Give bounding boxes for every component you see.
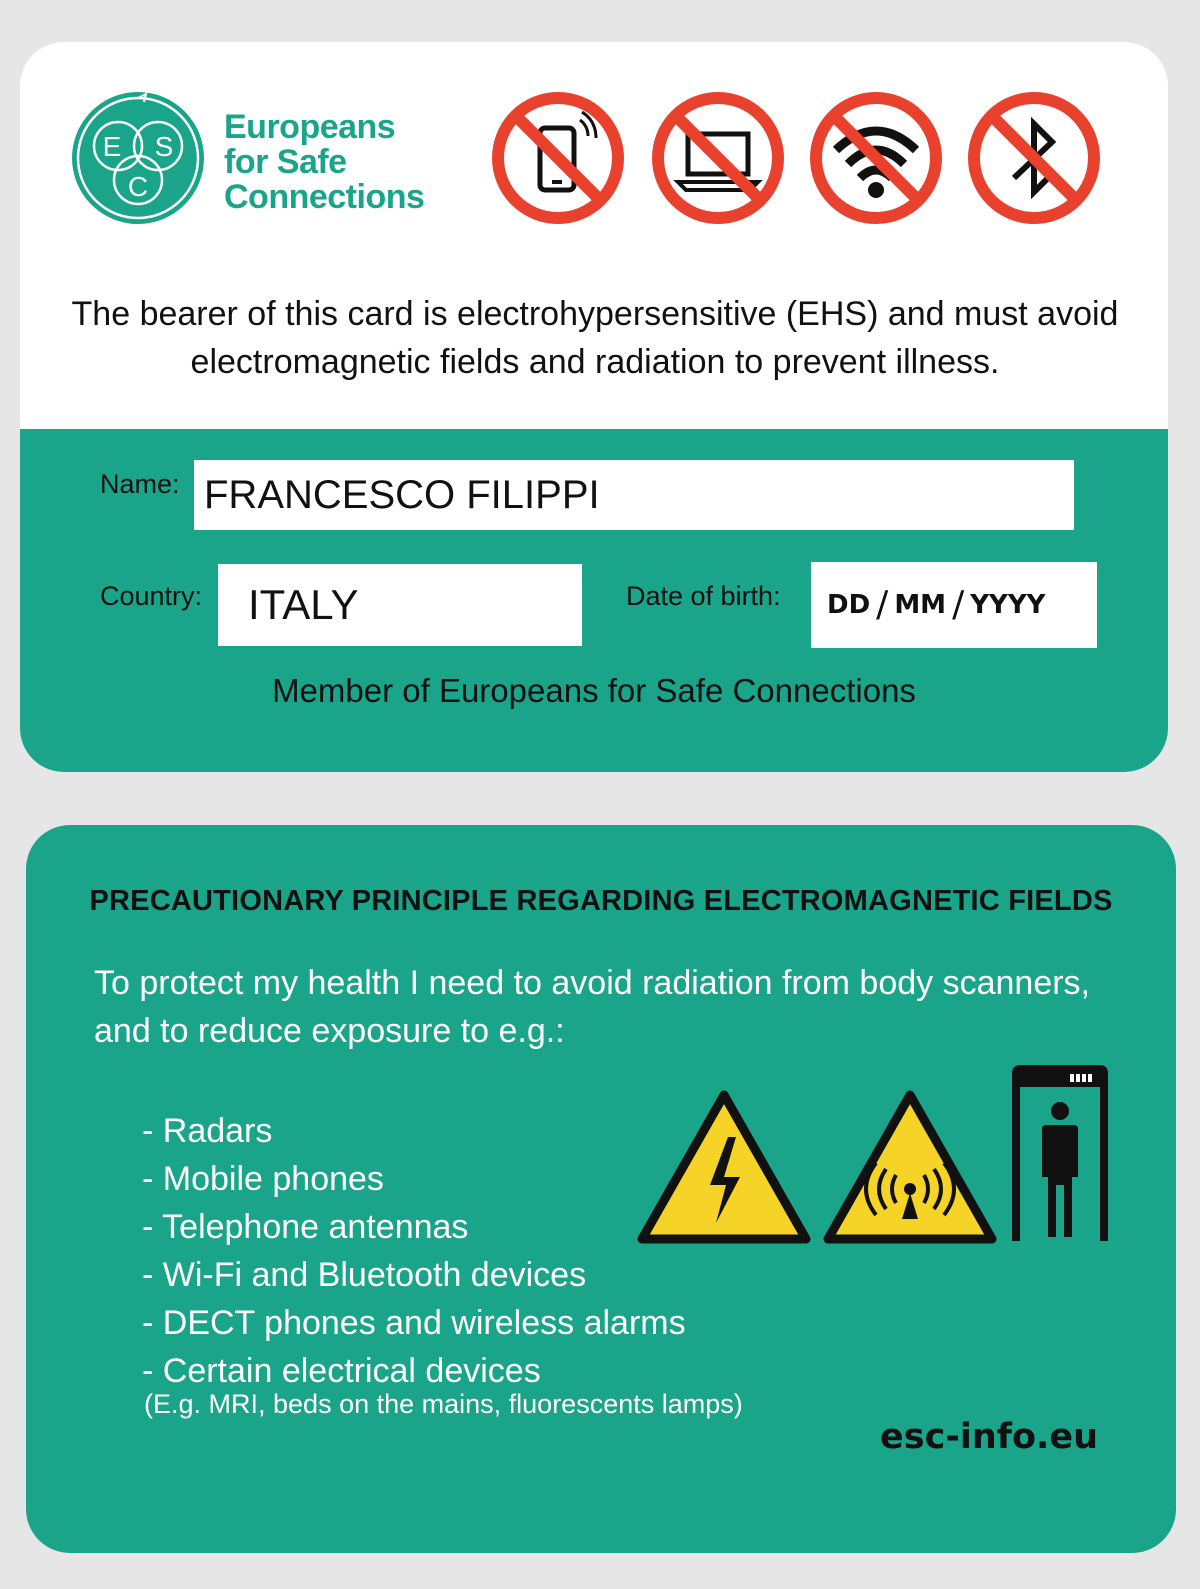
no-laptop-icon xyxy=(650,90,786,226)
logo-line-3: Connections xyxy=(224,178,425,216)
radiation-warning-icon xyxy=(822,1089,998,1247)
logo-line-1: Europeans xyxy=(224,108,396,146)
list-item: - Radars xyxy=(142,1112,273,1150)
logo-letter-e: E xyxy=(102,131,122,162)
dob-label: Date of birth: xyxy=(626,581,781,611)
dob-separator: / xyxy=(876,584,889,625)
membership-line: Member of Europeans for Safe Connections xyxy=(272,672,916,709)
list-item: - Certain electrical devices xyxy=(142,1352,541,1390)
esc-logo-icon xyxy=(68,88,208,228)
logo-letter-s: S xyxy=(154,131,174,162)
dob-field xyxy=(811,562,1097,648)
exposure-note: (E.g. MRI, beds on the mains, fluorescents lamps) xyxy=(144,1389,743,1419)
ehs-statement: The bearer of this card is electrohypersensitive (EHS) and must avoid electromagnetic fields and radiation to prevent illness. xyxy=(71,295,1119,381)
name-label: Name: xyxy=(100,469,180,499)
name-field: FRANCESCO FILIPPI xyxy=(194,460,1074,530)
card-back xyxy=(26,825,1176,1553)
list-item: - Telephone antennas xyxy=(142,1208,469,1246)
precaution-intro: To protect my health I need to avoid radiation from body scanners, and to reduce exposure to e.g.: xyxy=(94,964,1090,1050)
body-scanner-icon xyxy=(1012,1065,1108,1245)
no-bluetooth-icon xyxy=(966,90,1102,226)
logo-letter-c: C xyxy=(127,171,149,202)
list-item: - Wi-Fi and Bluetooth devices xyxy=(142,1256,587,1294)
website-link[interactable]: esc-info.eu xyxy=(880,1417,1098,1457)
country-field: ITALY xyxy=(218,564,582,646)
list-item: - Mobile phones xyxy=(142,1160,384,1198)
precaution-heading: PRECAUTIONARY PRINCIPLE REGARDING ELECTROMAGNETIC FIELDS xyxy=(89,885,1113,917)
no-wifi-icon xyxy=(808,90,944,226)
dob-year: YYYY xyxy=(970,590,1046,620)
card-front xyxy=(20,42,1168,772)
country-label: Country: xyxy=(100,581,203,611)
exposure-list xyxy=(142,1107,686,1395)
logo-line-2: for Safe xyxy=(224,143,347,181)
dob-separator: / xyxy=(952,584,965,625)
dob-month: MM xyxy=(894,590,947,620)
list-item: - DECT phones and wireless alarms xyxy=(142,1304,686,1342)
no-mobile-phone-icon xyxy=(490,90,626,226)
logo-wordmark xyxy=(224,110,424,215)
dob-day: DD xyxy=(827,590,871,620)
high-voltage-warning-icon xyxy=(636,1089,812,1247)
